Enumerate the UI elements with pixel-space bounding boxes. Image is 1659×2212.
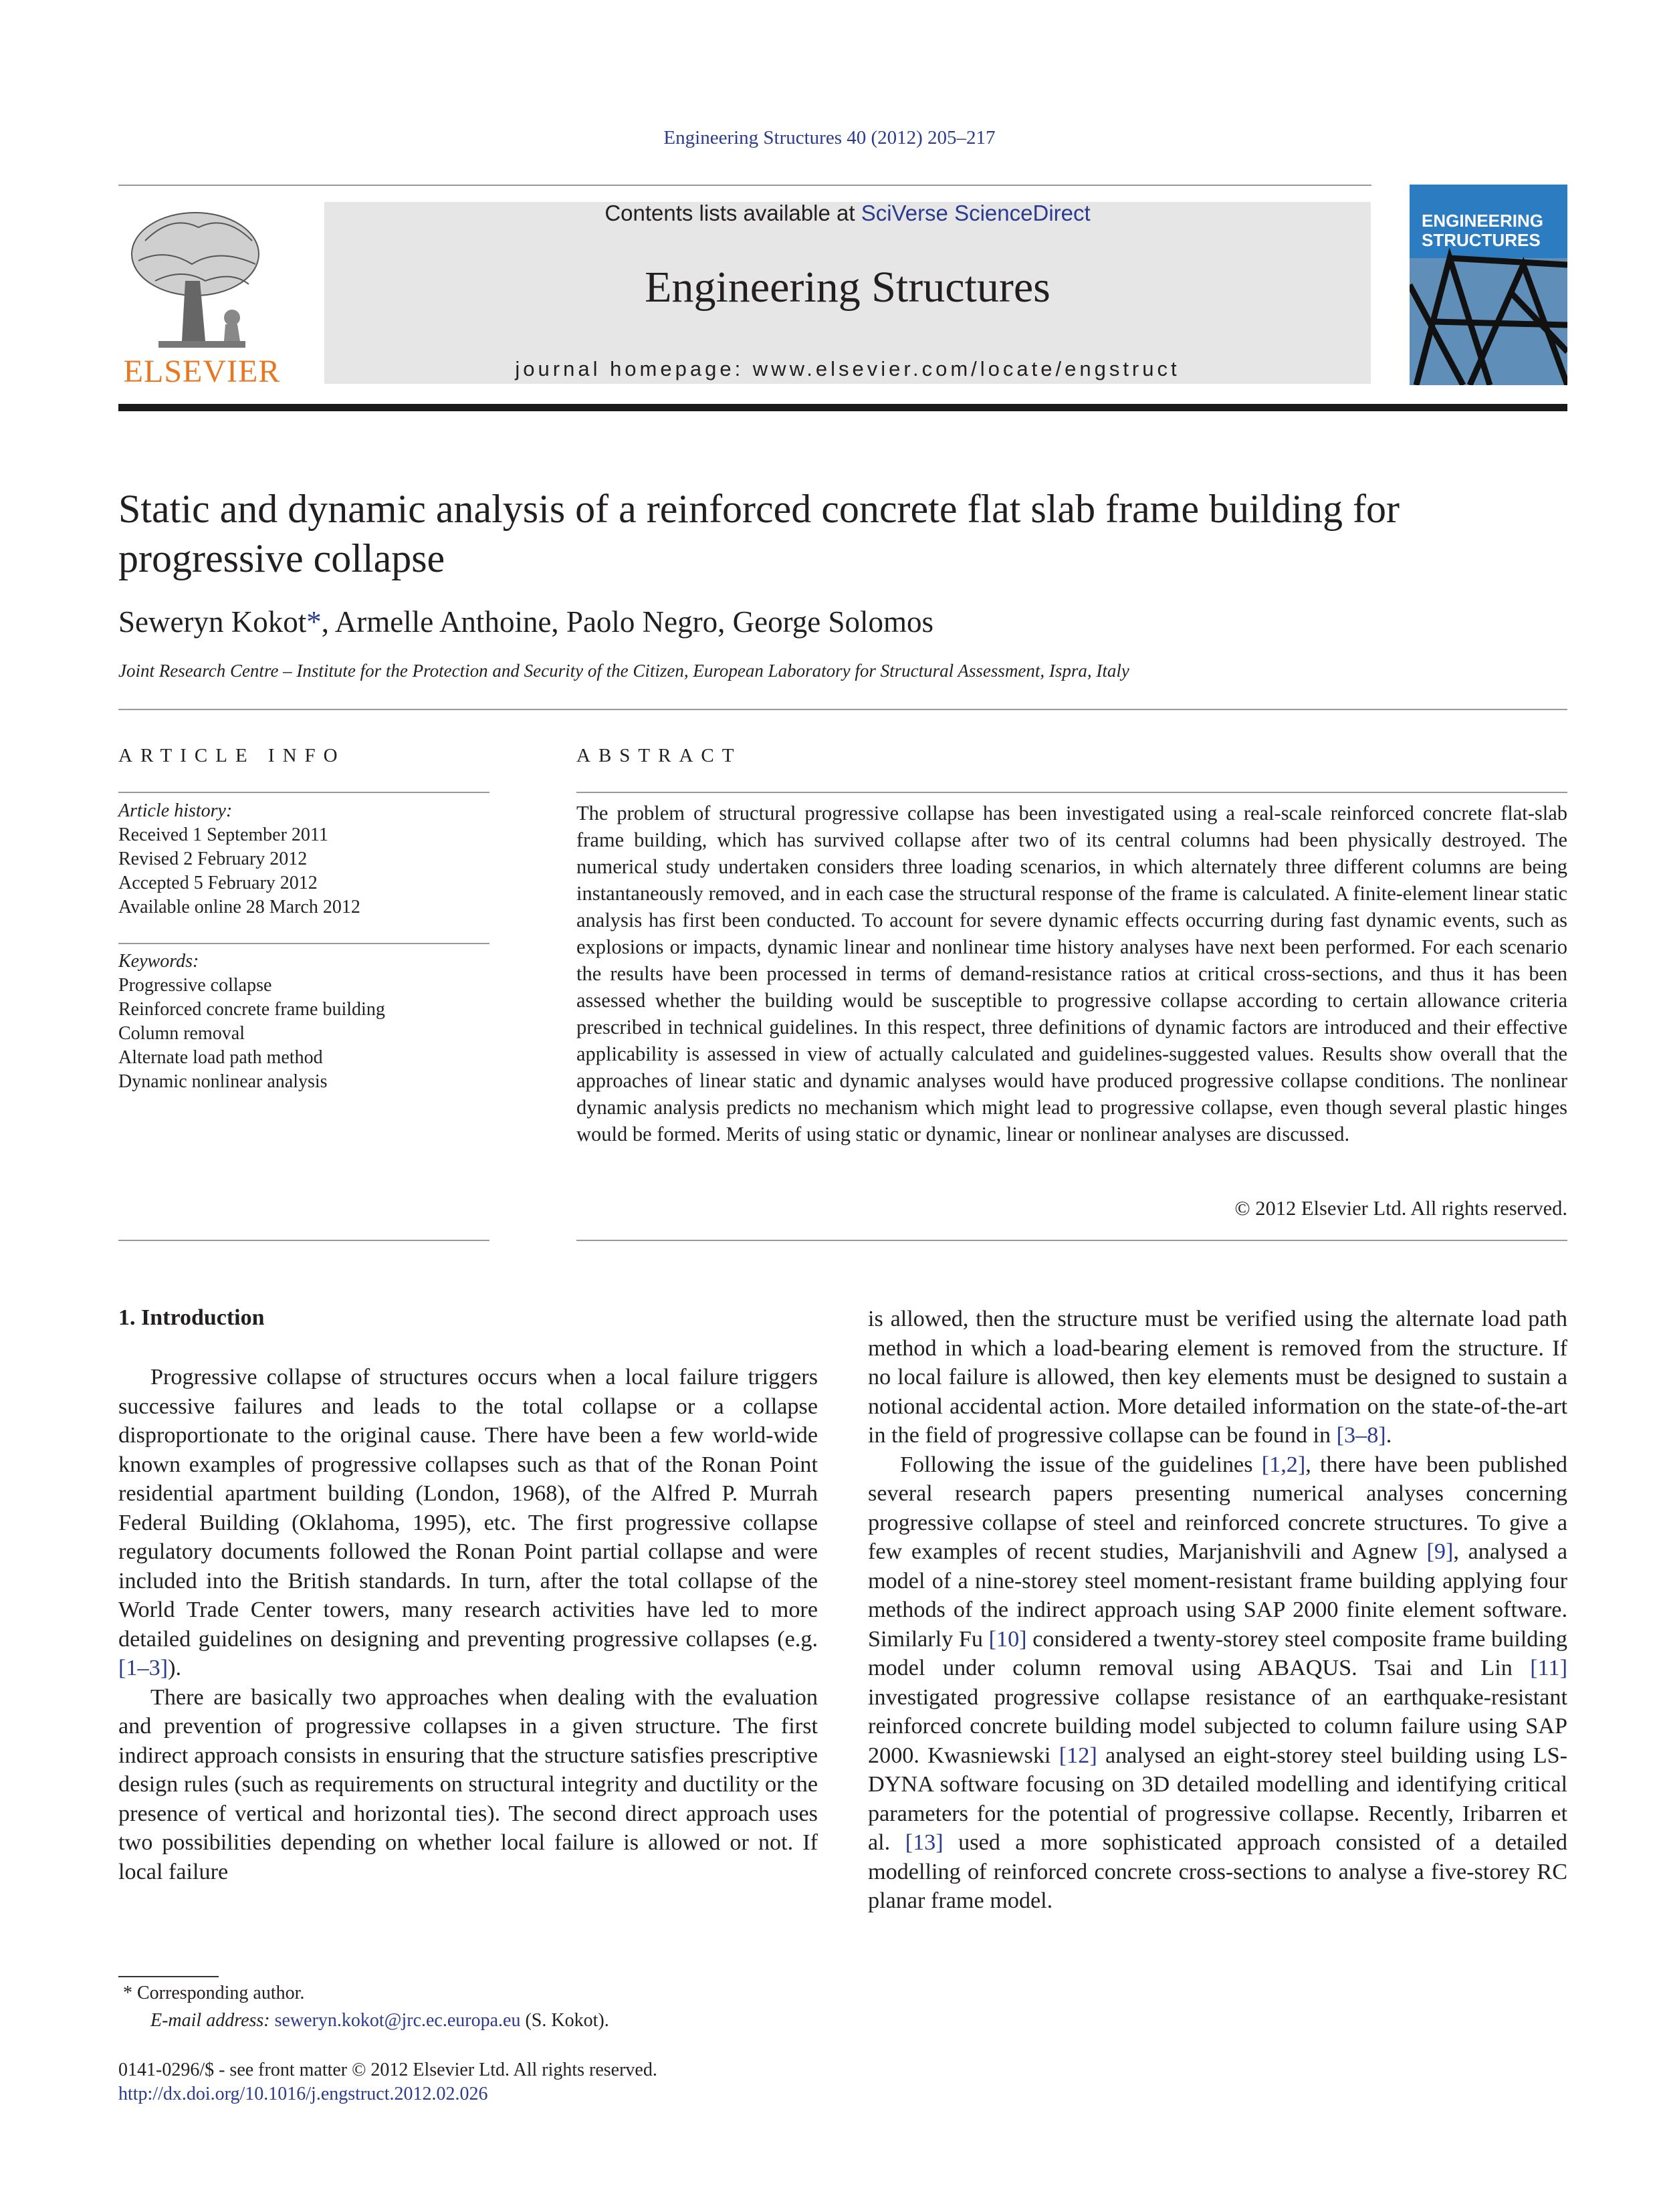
email-note	[118, 2007, 609, 2034]
citation-link[interactable]: [9]	[1426, 1539, 1454, 1564]
elsevier-wordmark: ELSEVIER	[123, 354, 281, 389]
paragraph	[118, 1363, 818, 1683]
email-link[interactable]: seweryn.kokot@jrc.ec.europa.eu	[274, 2010, 521, 2031]
citation-link[interactable]: [13]	[905, 1830, 944, 1855]
article-history	[118, 799, 486, 919]
citation-link[interactable]: [3–8]	[1336, 1423, 1386, 1448]
paragraph-text: , there have been published several research papers presenting numerical analyses concerning progressive collapse of steel and reinforced concrete structures. To give a few examples of recent studies, Marjanishvili and Agnew	[868, 1452, 1567, 1564]
keyword-item: Alternate load path method	[118, 1047, 323, 1068]
footnote-mark: *	[123, 1983, 132, 2003]
corresponding-author-note	[118, 1979, 609, 2007]
history-rule	[118, 943, 489, 944]
abstract-heading: ABSTRACT	[576, 745, 742, 766]
article-info-heading: ARTICLE INFO	[118, 745, 346, 766]
body-column-right	[868, 1305, 1567, 1916]
keyword-item: Progressive collapse	[118, 975, 272, 996]
body-column-left	[118, 1363, 818, 1886]
keywords-heading: Keywords:	[118, 951, 199, 972]
abstract-copyright: © 2012 Elsevier Ltd. All rights reserved.	[1234, 1197, 1567, 1220]
author-list	[118, 604, 933, 639]
paragraph	[868, 1450, 1567, 1916]
footnote-rule	[118, 1976, 219, 1977]
citation-link[interactable]: [10]	[988, 1626, 1027, 1652]
abstract-text: The problem of structural progressive collapse has been investigated using a real-scale reinforced concrete flat-slab frame building, which has survived collapse after two of its central columns had been physically destroyed. The numerical study undertaken considers three loading scenarios, in which alternately three different columns are being instantaneously removed, and in each case the structural response of the frame is calculated. A finite-element linear static analysis has first been conducted. To account for severe dynamic effects occurring during fast dynamic events, such as explosions or impacts, dynamic linear and nonlinear time history analyses have next been performed. For each scenario the results have been processed in terms of demand-resistance ratios at critical cross-sections, and thus it has been assessed whether the building would be susceptible to progressive collapse according to certain allowance criteria prescribed in technical guidelines. In this respect, three definitions of dynamic factors are introduced and their effective applicability is assessed in view of actually calculated and guidelines-suggested values. Results show overall that the approaches of linear static and dynamic analyses would have produced progressive collapse conditions. The nonlinear dynamic analysis predicts no mechanism which might lead to progressive collapse, even though several plastic hinges would be formed. Merits of using static or dynamic, linear or nonlinear analyses are discussed.	[576, 802, 1567, 1145]
paragraph-text: analysed an eight-storey steel building using LS-DYNA software focusing on 3D detailed modelling and identifying critical parameters for the potential of progressive collapse. Recently, Iribarren et al.	[868, 1743, 1567, 1855]
keyword-item: Column removal	[118, 1023, 245, 1044]
article-info-rule	[118, 792, 489, 793]
history-online: Available online 28 March 2012	[118, 897, 360, 917]
paragraph-text: , analysed a model of a nine-storey steel moment-resistant frame building applying four methods of the indirect approach using SAP 2000 finite element software. Similarly Fu	[868, 1539, 1567, 1652]
header-top-rule	[118, 185, 1371, 186]
email-label: E-mail address:	[150, 2010, 270, 2031]
paragraph-text: Progressive collapse of structures occurs when a local failure triggers successive failures and leads to the total collapse or a collapse disproportionate to the original cause. There have been a few world-wide known examples of progressive collapses such as that of the Ronan Point residential apartment building (London, 1968), of the Alfred P. Murrah Federal Building (Oklahoma, 1995), etc. The first progressive collapse regulatory documents followed the Ronan Point partial collapse and were included into the British standards. In turn, after the total collapse of the World Trade Center towers, many research activities have led to more detailed guidelines on designing and preventing progressive collapses (e.g.	[118, 1365, 818, 1652]
affiliation: Joint Research Centre – Institute for the Protection and Security of the Citizen, European Laboratory for Structural Assessment, Ispra, Italy	[118, 661, 1129, 681]
citation-link[interactable]: [12]	[1059, 1743, 1097, 1768]
cover-title-line2: STRUCTURES	[1422, 230, 1541, 250]
info-bottom-rule	[118, 1240, 489, 1241]
footnote-text: Corresponding author.	[137, 1983, 305, 2003]
history-revised: Revised 2 February 2012	[118, 849, 308, 869]
keyword-item: Reinforced concrete frame building	[118, 999, 385, 1020]
citation-link[interactable]: [1,2]	[1261, 1452, 1306, 1477]
doi-link[interactable]: http://dx.doi.org/10.1016/j.engstruct.2012.02.026	[118, 2084, 488, 2104]
paragraph-text: considered a twenty-storey steel composite frame building model under column removal using ABAQUS. Tsai and Lin	[868, 1626, 1568, 1680]
section-heading-introduction: 1. Introduction	[118, 1305, 265, 1330]
contents-line	[324, 201, 1371, 226]
history-received: Received 1 September 2011	[118, 824, 328, 845]
paragraph-text: .	[1386, 1423, 1392, 1448]
corresponding-author-mark[interactable]: *	[306, 605, 322, 639]
issn-line: 0141-0296/$ - see front matter © 2012 Elsevier Ltd. All rights reserved.	[118, 2060, 657, 2080]
sciencedirect-link[interactable]: SciVerse ScienceDirect	[861, 201, 1091, 225]
paragraph: There are basically two approaches when dealing with the evaluation and prevention of progressive collapses in a given structure. The first indirect approach consists in ensuring that the structure satisfies prescriptive design rules (such as requirements on structural integrity and ductility or the presence of vertical and horizontal ties). The second direct approach uses two possibilities depending on whether local failure is allowed or not. If local failure	[118, 1684, 818, 1884]
history-heading: Article history:	[118, 800, 233, 821]
keywords	[118, 950, 486, 1094]
info-top-rule	[118, 709, 1567, 710]
journal-name: Engineering Structures	[645, 263, 1050, 312]
history-accepted: Accepted 5 February 2012	[118, 873, 318, 893]
journal-homepage[interactable]: journal homepage: www.elsevier.com/locate/engstruct	[515, 357, 1180, 380]
paragraph	[868, 1305, 1567, 1450]
abstract-rule	[576, 792, 1567, 793]
header-heavy-rule	[118, 404, 1567, 411]
paragraph-text: used a more sophisticated approach consisted of a detailed modelling of reinforced concrete cross-sections to analyse a five-storey RC planar frame model.	[868, 1830, 1567, 1913]
paragraph-text: ).	[168, 1656, 181, 1680]
article-title: Static and dynamic analysis of a reinforced concrete flat slab frame building for progressive collapse	[118, 487, 1400, 580]
abstract-bottom-rule	[576, 1240, 1567, 1241]
journal-citation[interactable]: Engineering Structures 40 (2012) 205–217	[663, 127, 996, 148]
citation-link[interactable]: [11]	[1530, 1656, 1567, 1680]
paragraph-text: Following the issue of the guidelines	[900, 1452, 1262, 1477]
paragraph-text: investigated progressive collapse resistance of an earthquake-resistant reinforced concrete building model subjected to column failure using SAP 2000. Kwasniewski	[868, 1684, 1567, 1768]
paragraph-text: is allowed, then the structure must be verified using the alternate load path method in which a load-bearing element is removed from the structure. If no local failure is allowed, then key elements must be designed to sustain a notional accidental action. More detailed information on the state-of-the-art in the field of progressive collapse can be found in	[868, 1307, 1567, 1448]
author-first[interactable]: Seweryn Kokot	[118, 605, 307, 639]
citation-link[interactable]: [1–3]	[118, 1656, 169, 1680]
footnote	[118, 1979, 609, 2034]
author-rest: , Armelle Anthoine, Paolo Negro, George Solomos	[321, 605, 934, 639]
email-suffix: (S. Kokot).	[525, 2010, 609, 2031]
keyword-item: Dynamic nonlinear analysis	[118, 1071, 328, 1092]
journal-cover-image	[1410, 185, 1567, 385]
cover-title-line1: ENGINEERING	[1422, 211, 1544, 231]
contents-prefix: Contents lists available at	[604, 201, 861, 225]
issn-doi-block	[118, 2058, 657, 2106]
